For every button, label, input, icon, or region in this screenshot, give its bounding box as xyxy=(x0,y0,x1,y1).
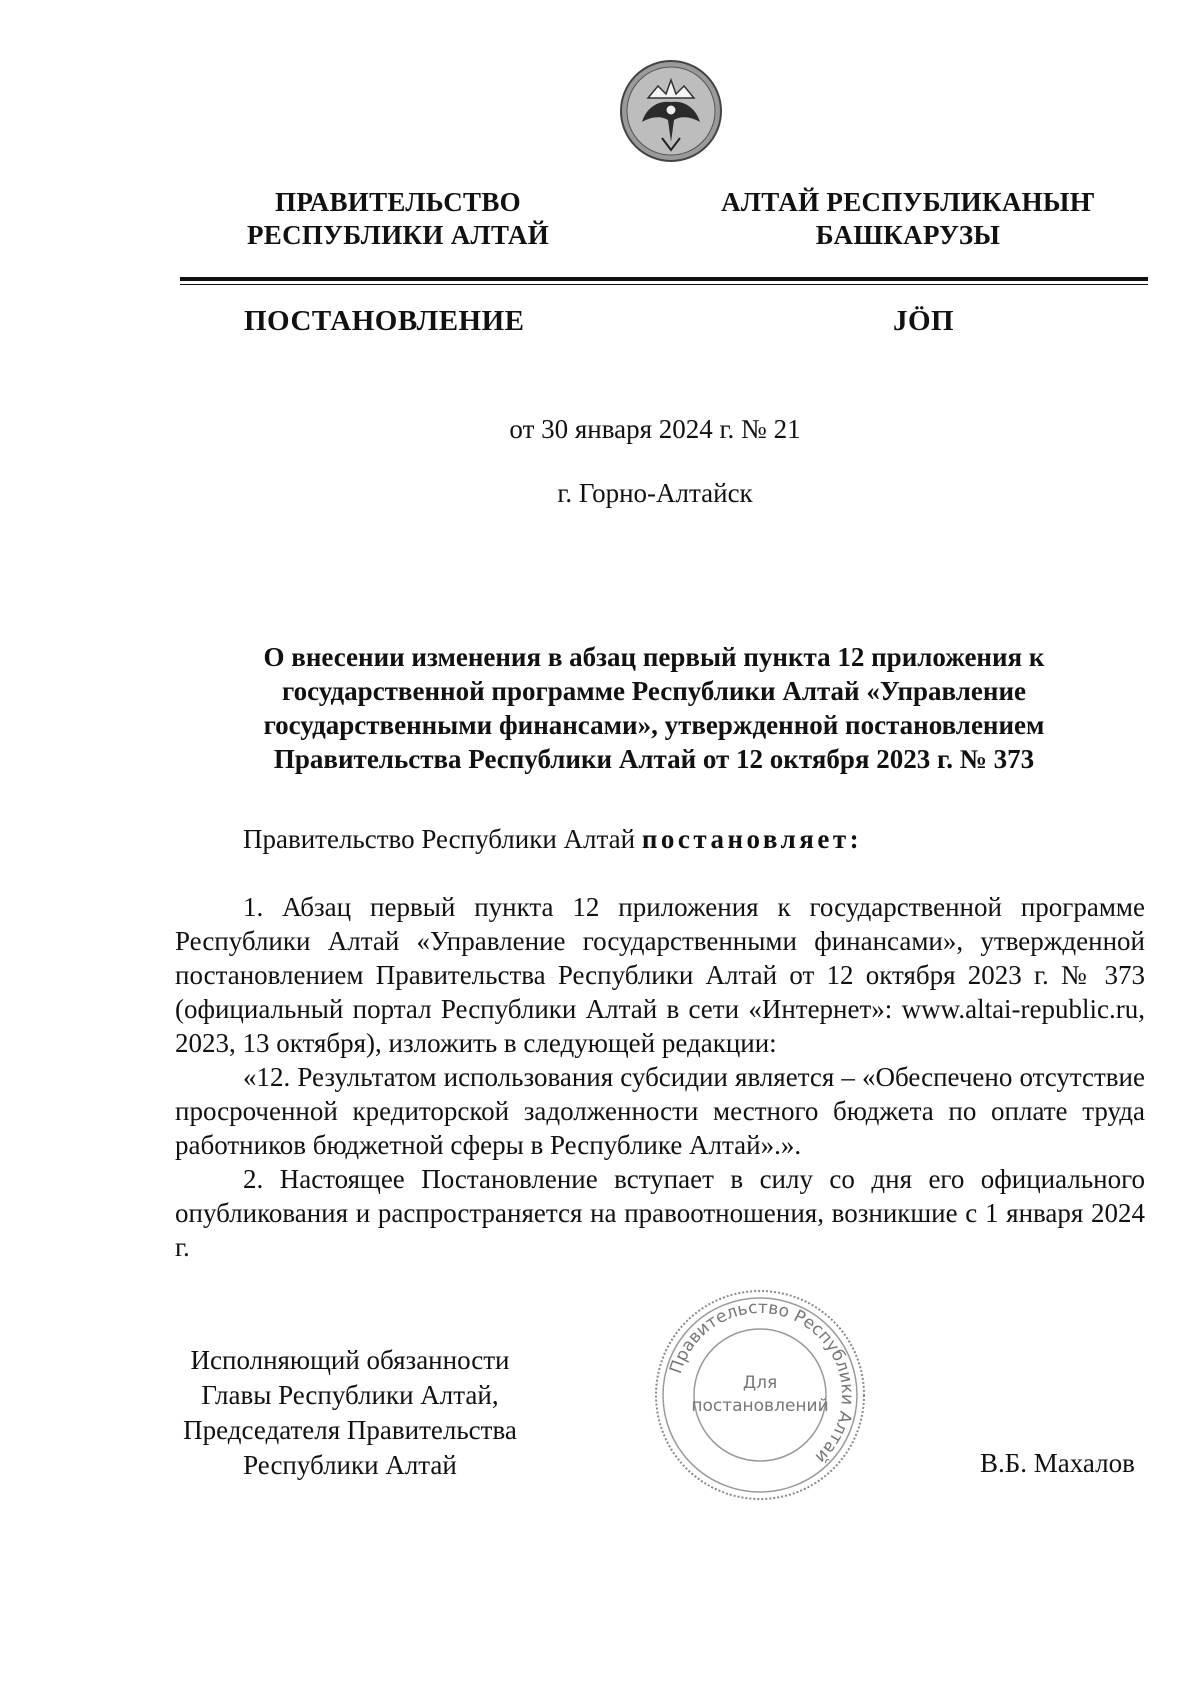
document-date-number: от 30 января 2024 г. № 21 xyxy=(509,414,801,444)
paragraph-1: 1. Абзац первый пункта 12 приложения к государственной программе Республики Алтай «Управление государственными финансами», утвержденной постановлением Правительства Республики Алтай от 12 октября 2023 г. № 373 (официальный портал Республики Алтай в сети «Интернет»: www.altai-republic.ru, 2023, 13 октября), изложить в следующей редакции: xyxy=(175,892,1145,1058)
paragraph-2: 2. Настоящее Постановление вступает в силу со дня его официального опубликования и распространяется на правоотношения, возникшие с 1 января 2024 г. xyxy=(175,1164,1145,1262)
signatory-role-line: Главы Республики Алтай, xyxy=(201,1380,499,1410)
document-title xyxy=(214,640,1094,776)
org-name-ru-line: РЕСПУБЛИКИ АЛТАЙ xyxy=(246,220,550,250)
header-rule-thin xyxy=(180,284,1148,285)
title-line: О внесении изменения в абзац первый пункта 12 приложения к xyxy=(263,642,1045,672)
signatory-role-line: Исполняющий обязанности xyxy=(190,1345,510,1375)
preamble-emphasis: постановляет: xyxy=(641,824,863,854)
org-name-alt-line: АЛТАЙ РЕСПУБЛИКАНЫҤ xyxy=(721,187,1095,217)
signatory-role xyxy=(160,1343,540,1483)
org-name-ru xyxy=(198,186,598,252)
preamble xyxy=(175,822,1145,856)
preamble-text: Правительство Республики Алтай xyxy=(243,824,642,854)
header-rule xyxy=(180,277,1148,281)
seal-center-line: Для xyxy=(742,1373,778,1393)
seal-ring-text: Правительство Республики Алтай xyxy=(666,1297,858,1468)
title-line: Правительства Республики Алтай от 12 октября 2023 г. № 373 xyxy=(273,744,1035,774)
title-line: государственными финансами», утвержденной постановлением xyxy=(263,710,1045,740)
coat-of-arms-icon xyxy=(618,58,724,164)
official-seal xyxy=(650,1285,870,1505)
signatory-role-line: Председателя Правительства xyxy=(183,1415,517,1445)
org-name-alt xyxy=(708,186,1108,252)
title-line: государственной программе Республики Алтай «Управление xyxy=(282,676,1026,706)
doc-type-alt: JÖП xyxy=(893,305,955,337)
signatory-role-line: Республики Алтай xyxy=(243,1450,457,1480)
document-body xyxy=(175,822,1145,1264)
org-name-alt-line: БАШКАРУЗЫ xyxy=(815,220,1001,250)
paragraph-quote: «12. Результатом использования субсидии является – «Обеспечено отсутствие просроченной кредиторской задолженности местного бюджета по оплате труда работников бюджетной сферы в Республике Алтай».». xyxy=(175,1062,1145,1160)
signatory-name: В.Б. Махалов xyxy=(980,1448,1135,1478)
doc-type-ru: ПОСТАНОВЛЕНИЕ xyxy=(244,305,525,337)
org-name-ru-line: ПРАВИТЕЛЬСТВО xyxy=(275,187,521,217)
seal-center-line: постановлений xyxy=(691,1396,829,1416)
document-city: г. Горно-Алтайск xyxy=(557,478,753,508)
